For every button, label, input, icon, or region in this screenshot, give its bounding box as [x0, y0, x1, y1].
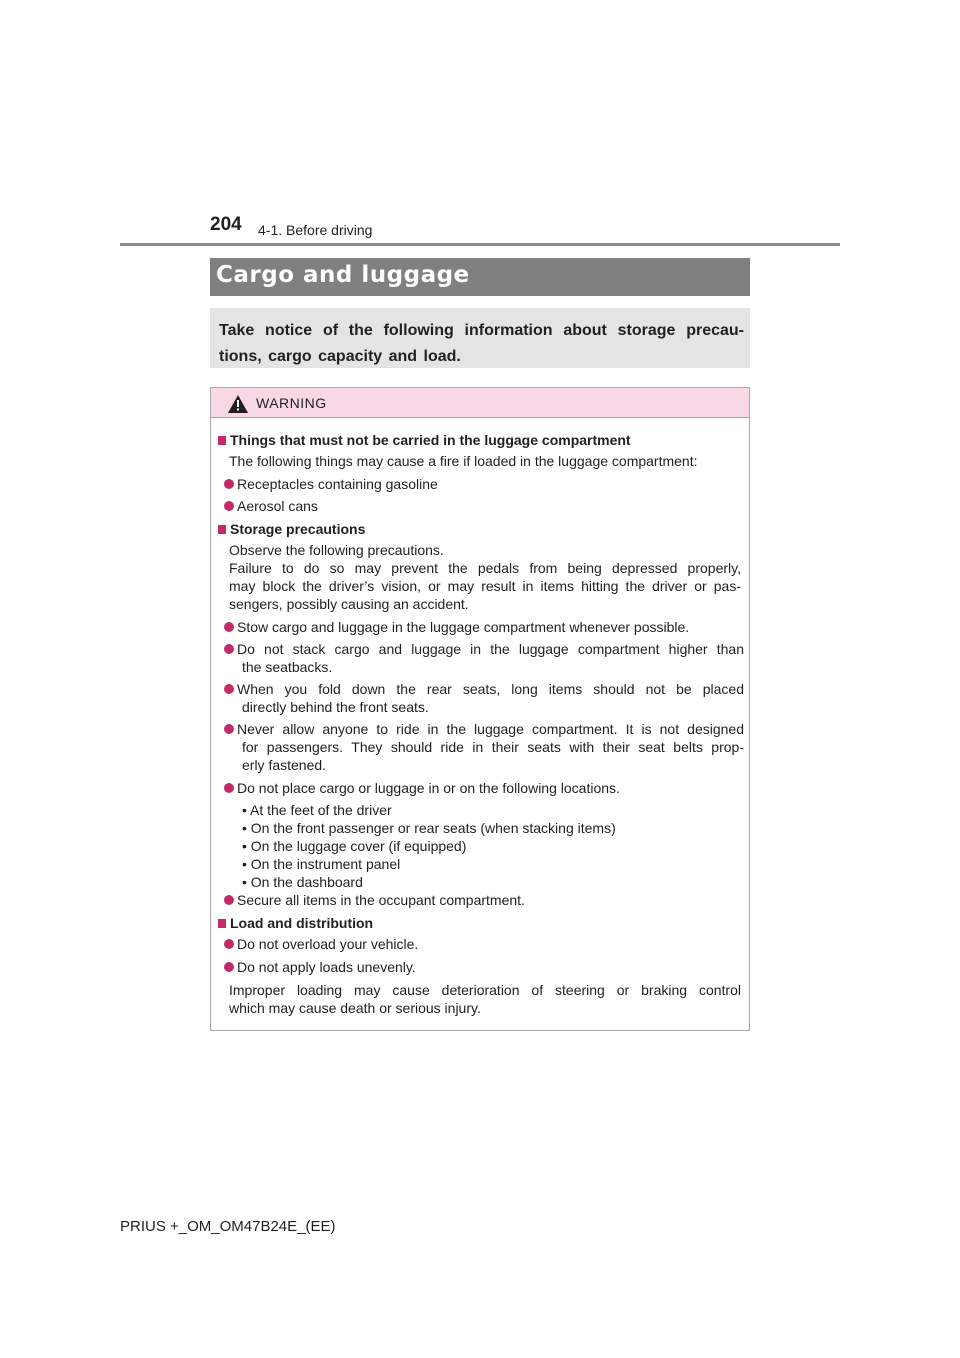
- list-item: Do not apply loads unevenly.: [224, 958, 416, 976]
- intro-box: [210, 308, 750, 368]
- round-bullet-icon: [224, 895, 234, 905]
- page-header: [0, 0, 960, 250]
- list-item: Do not place cargo or luggage in or on the following locations.: [224, 779, 620, 797]
- body-text: for passengers. They should ride in their seats with their seat belts prop-: [242, 739, 744, 755]
- list-item: When you fold down the rear seats, long items should not be placed: [224, 680, 744, 698]
- warning-label: WARNING: [256, 395, 327, 411]
- body-text: the seatbacks.: [242, 659, 333, 675]
- body-text: directly behind the front seats.: [242, 699, 429, 715]
- sub-list-item: • On the luggage cover (if equipped): [242, 838, 467, 854]
- section-title: 4-1. Before driving: [258, 222, 373, 238]
- round-bullet-icon: [224, 962, 234, 972]
- round-bullet-icon: [224, 783, 234, 793]
- round-bullet-icon: [224, 939, 234, 949]
- body-text: sengers, possibly causing an accident.: [229, 596, 469, 612]
- square-bullet-icon: [218, 436, 226, 445]
- list-item: Aerosol cans: [224, 497, 318, 515]
- intro-text: Take notice of the following information about storage precau-tions, cargo capacity and load.: [219, 322, 744, 365]
- section-heading: Load and distribution: [218, 914, 373, 932]
- page-footer: PRIUS +_OM_OM47B24E_(EE): [120, 1218, 336, 1235]
- list-item: Do not stack cargo and luggage in the luggage compartment higher than: [224, 640, 744, 658]
- round-bullet-icon: [224, 622, 234, 632]
- sub-list-item: • On the instrument panel: [242, 856, 401, 872]
- sub-list-item: • On the front passenger or rear seats (when stacking items): [242, 820, 616, 836]
- square-bullet-icon: [218, 525, 226, 534]
- warning-box: [210, 387, 750, 1031]
- warning-header: [211, 388, 749, 418]
- sub-list-item: • At the feet of the driver: [242, 802, 392, 818]
- warning-icon: [228, 395, 248, 413]
- sub-list-item: • On the dashboard: [242, 874, 363, 890]
- body-text: erly fastened.: [242, 757, 327, 773]
- body-text: Observe the following precautions.: [229, 542, 444, 558]
- body-text: Improper loading may cause deterioration of steering or braking control: [229, 982, 741, 998]
- list-item: Do not overload your vehicle.: [224, 935, 418, 953]
- page-number: 204: [210, 214, 242, 235]
- body-text: The following things may cause a fire if loaded in the luggage compartment:: [229, 453, 698, 469]
- title-bar: [210, 258, 750, 296]
- section-heading: Storage precautions: [218, 520, 365, 538]
- round-bullet-icon: [224, 479, 234, 489]
- list-item: Stow cargo and luggage in the luggage compartment whenever possible.: [224, 618, 689, 636]
- round-bullet-icon: [224, 501, 234, 511]
- header-rule: [120, 243, 840, 246]
- section-heading: Things that must not be carried in the luggage compartment: [218, 431, 631, 449]
- body-text: Failure to do so may prevent the pedals from being depressed properly,: [229, 560, 741, 576]
- round-bullet-icon: [224, 644, 234, 654]
- round-bullet-icon: [224, 724, 234, 734]
- list-item: Receptacles containing gasoline: [224, 475, 438, 493]
- list-item: Secure all items in the occupant compartment.: [224, 891, 525, 909]
- page-title: Cargo and luggage: [216, 262, 470, 288]
- body-text: which may cause death or serious injury.: [229, 1000, 481, 1016]
- square-bullet-icon: [218, 919, 226, 928]
- body-text: may block the driver’s vision, or may result in items hitting the driver or pas-: [229, 578, 741, 594]
- round-bullet-icon: [224, 684, 234, 694]
- list-item: Never allow anyone to ride in the luggage compartment. It is not designed: [224, 720, 744, 738]
